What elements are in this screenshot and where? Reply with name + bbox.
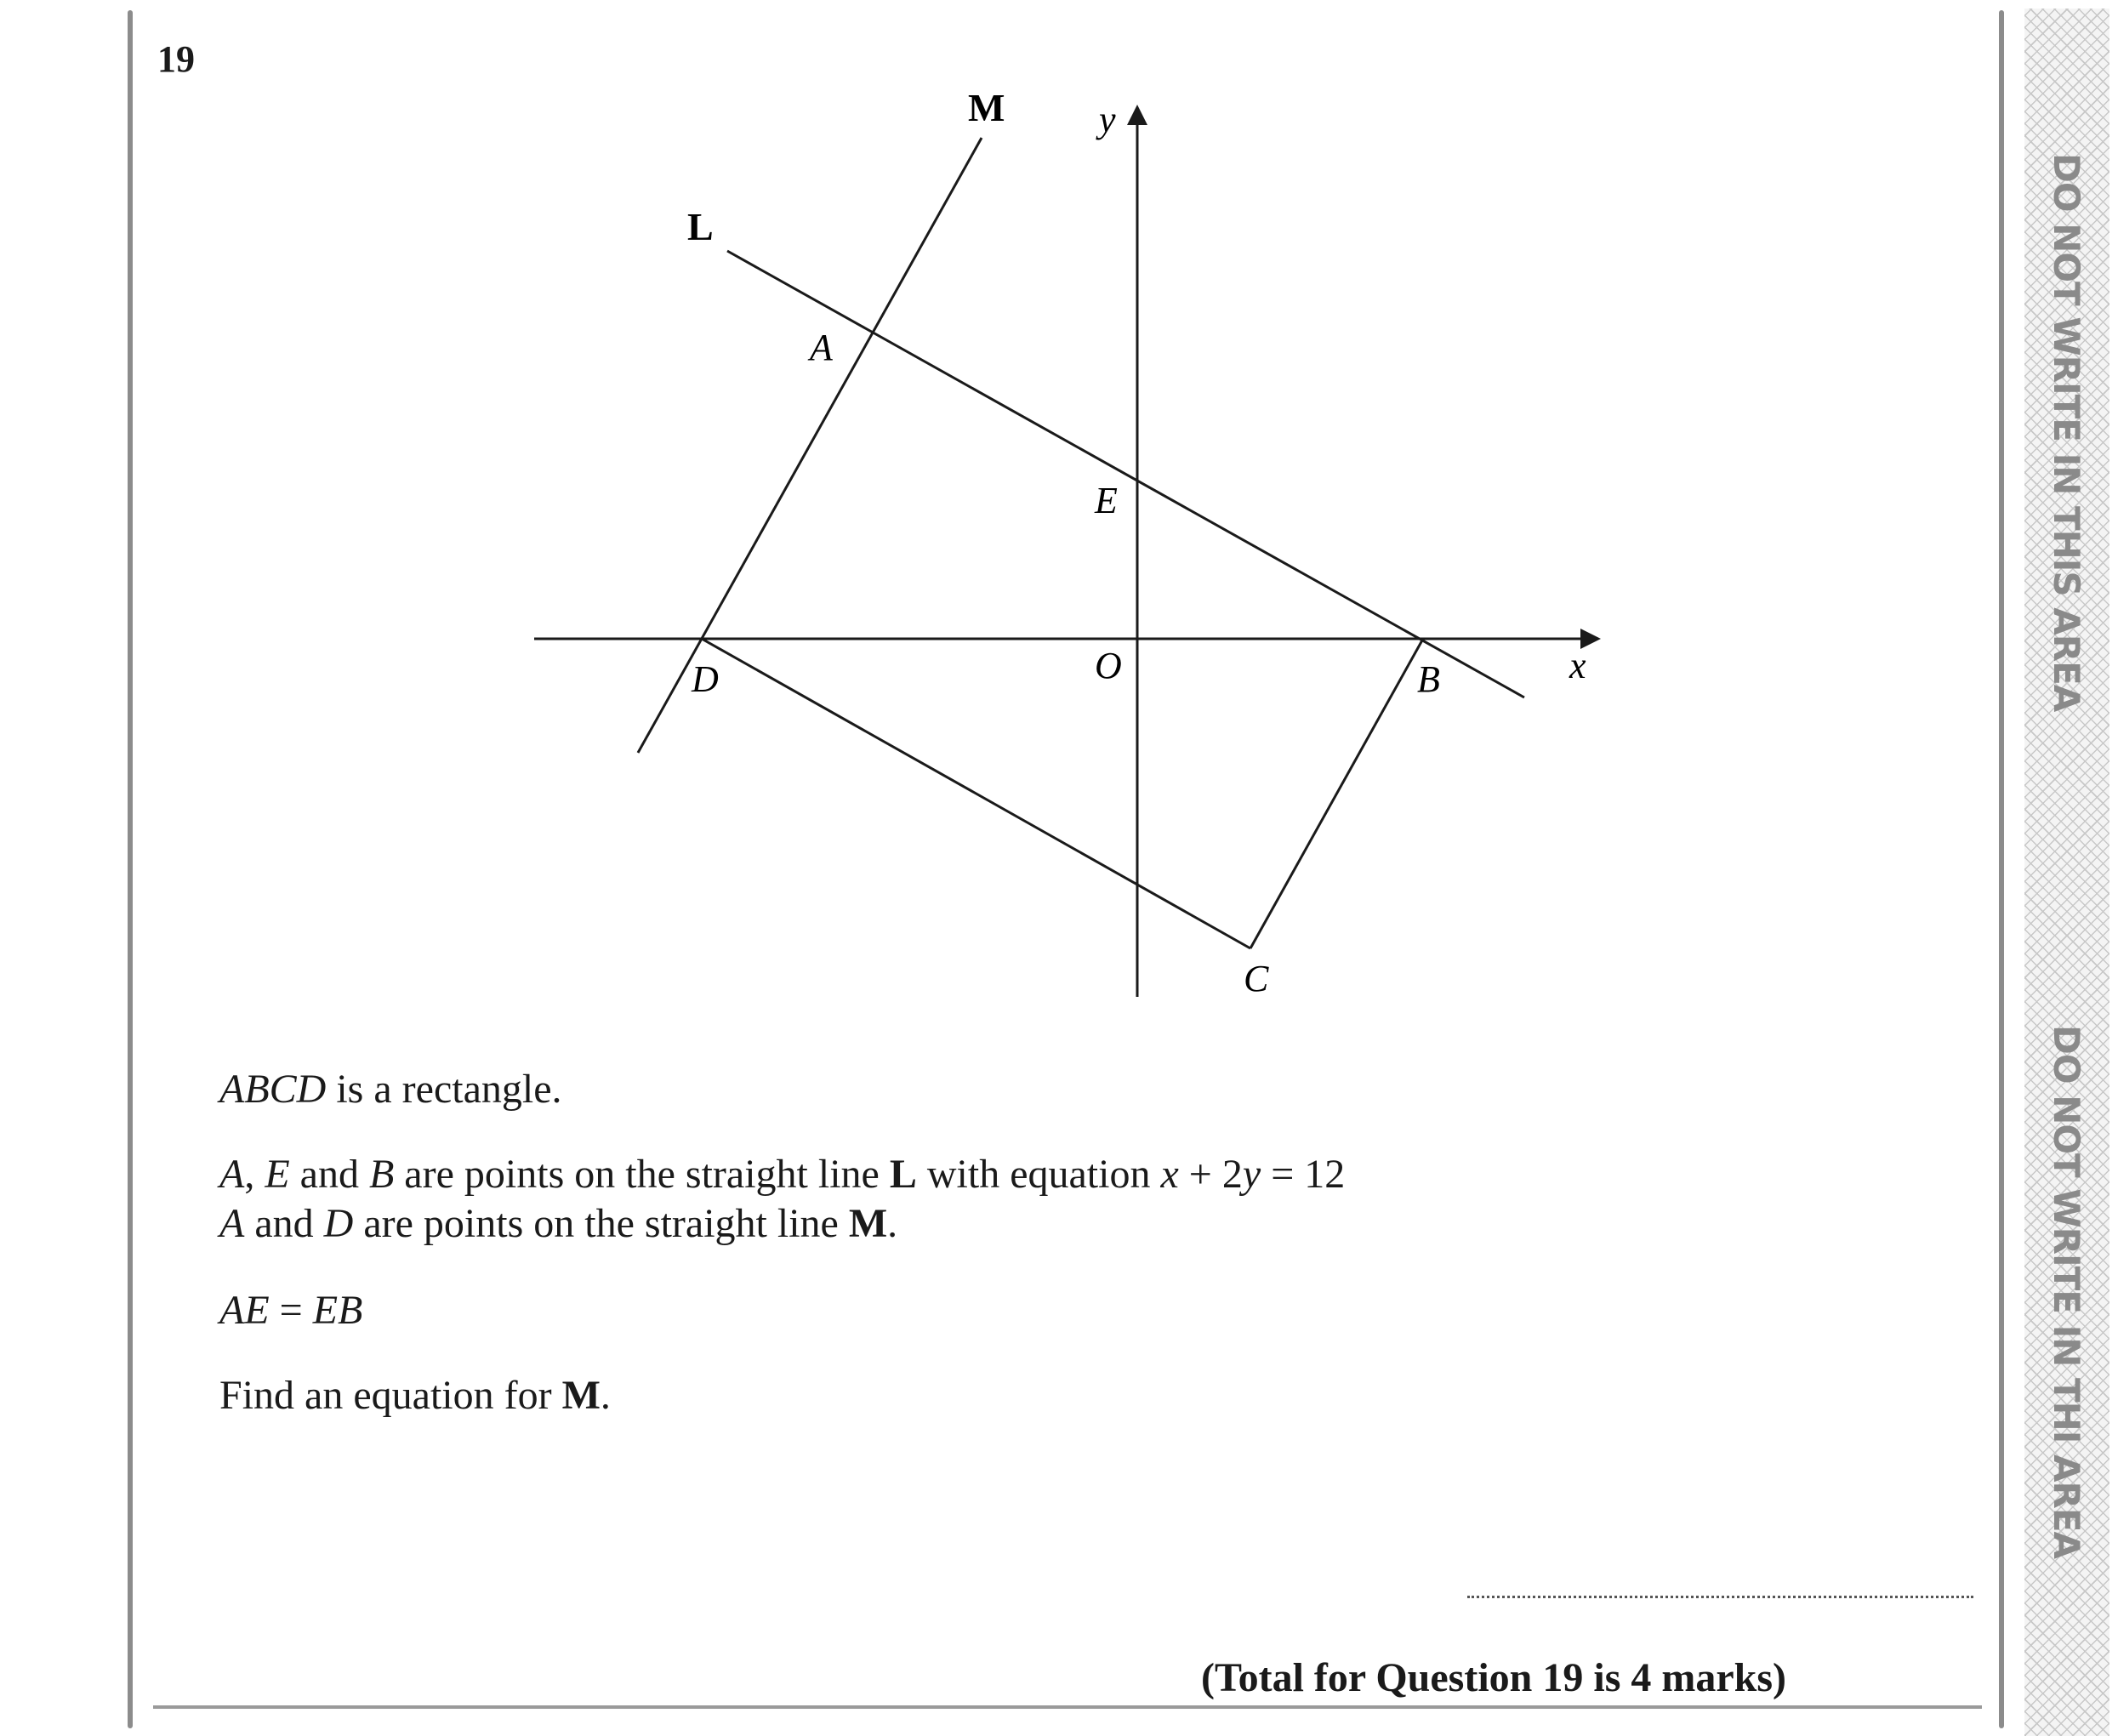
label-point-b: B xyxy=(1417,658,1440,700)
margin-warning-lower: DO NOT WRITE IN THI AREA xyxy=(2046,1025,2087,1559)
question-number: 19 xyxy=(157,38,195,80)
label-x-axis: x xyxy=(1569,645,1586,686)
total-marks: (Total for Question 19 is 4 marks) xyxy=(1201,1655,1787,1700)
label-line-m: M xyxy=(968,86,1005,129)
answer-line[interactable] xyxy=(1467,1596,1973,1598)
label-origin: O xyxy=(1095,645,1122,686)
segment-bc xyxy=(1250,639,1423,948)
label-point-c: C xyxy=(1244,958,1269,999)
statement-line-m: A and D are points on the straight line M. xyxy=(219,1201,898,1246)
label-line-l: L xyxy=(687,205,714,248)
label-point-a: A xyxy=(810,327,833,368)
label-point-e: E xyxy=(1095,480,1118,521)
label-y-axis: y xyxy=(1099,99,1116,140)
label-point-d: D xyxy=(692,658,719,700)
question-prompt: Find an equation for M. xyxy=(219,1373,611,1418)
statement-rectangle: ABCD is a rectangle. xyxy=(219,1067,562,1112)
statement-ae-eb: AE = EB xyxy=(219,1288,363,1333)
statement-line-l: A, E and B are points on the straight line L with equation x + 2y = 12 xyxy=(219,1152,1346,1197)
margin-warning-upper: DO NOT WRITE IN THIS AREA xyxy=(2046,153,2087,712)
line-l xyxy=(727,251,1524,697)
segment-dc xyxy=(702,639,1250,948)
